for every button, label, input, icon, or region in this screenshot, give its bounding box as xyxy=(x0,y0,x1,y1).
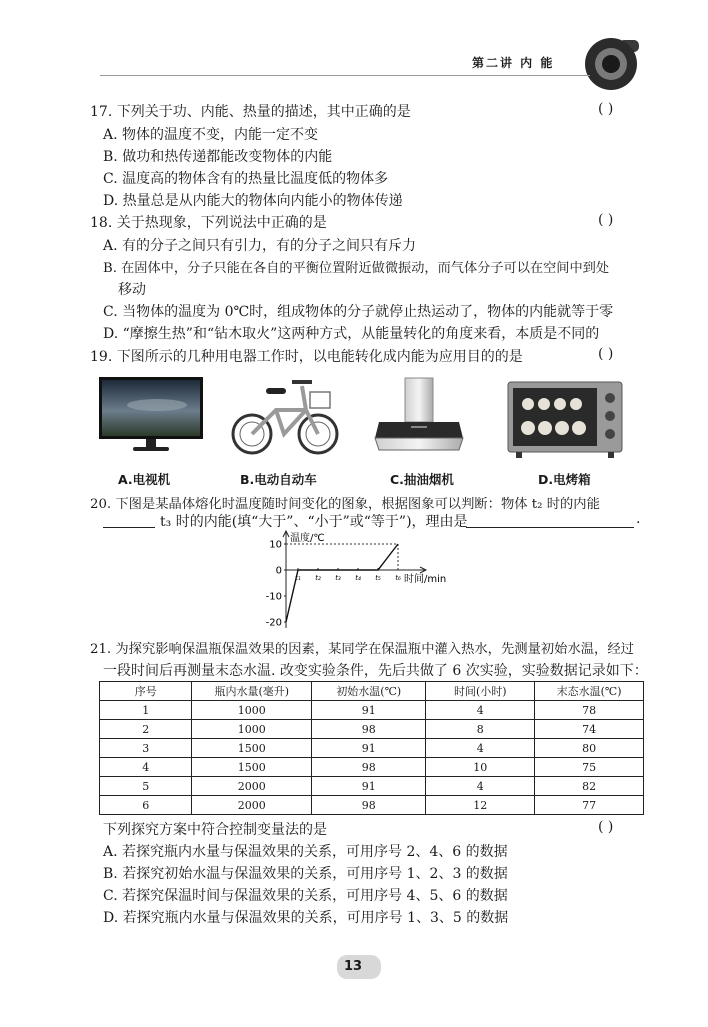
table-header-cell: 时间(小时) xyxy=(426,682,535,701)
table-cell: 2000 xyxy=(192,777,312,796)
table-header-cell: 序号 xyxy=(100,682,192,701)
q21-option-a: A. 若探究瓶内水量与保温效果的关系，可用序号 2、4、6 的数据 xyxy=(103,844,508,860)
x-axis-label: 时间/min xyxy=(404,574,447,585)
tv-image xyxy=(97,375,207,461)
caption-ebike: B.电动自动车 xyxy=(240,472,317,487)
table-cell: 98 xyxy=(312,758,426,777)
table-cell: 1500 xyxy=(192,739,312,758)
y-tick-label: 10 xyxy=(269,539,282,551)
q18-stem: 18. 关于热现象，下列说法中正确的是 xyxy=(90,215,327,231)
q17-option-c: C. 温度高的物体含有的热量比温度低的物体多 xyxy=(103,171,389,187)
experiment-table xyxy=(99,681,644,815)
q19-answer-paren[interactable]: ( ) xyxy=(598,346,614,362)
q20-blank-1[interactable] xyxy=(103,527,155,528)
table-cell: 2000 xyxy=(192,796,312,815)
table-cell: 74 xyxy=(535,720,644,739)
q20-period: . xyxy=(636,511,641,527)
table-cell: 80 xyxy=(535,739,644,758)
table-cell: 91 xyxy=(312,701,426,720)
table-header-cell: 初始水温(℃) xyxy=(312,682,426,701)
table-cell: 1 xyxy=(100,701,192,720)
q18-option-d: D. “摩擦生热”和“钻木取火”这两种方式，从能量转化的角度来看，本质是不同的 xyxy=(103,326,600,342)
q19-stem: 19. 下图所示的几种用电器工作时，以电能转化成内能为应用目的的是 xyxy=(90,349,523,365)
q18-option-a: A. 有的分子之间只有引力，有的分子之间只有斥力 xyxy=(103,238,417,254)
q17-option-a: A. 物体的温度不变，内能一定不变 xyxy=(103,127,319,143)
q18-option-b-cont: 移动 xyxy=(118,282,146,298)
y-tick-label: -20 xyxy=(265,617,282,629)
table-header-row xyxy=(100,682,644,701)
x-tick-label: t₅ xyxy=(375,574,381,582)
table-header-cell: 瓶内水量(毫升) xyxy=(192,682,312,701)
x-tick-label: t₄ xyxy=(355,574,361,582)
table-row xyxy=(100,720,644,739)
q20-blank-2[interactable] xyxy=(466,527,634,528)
table-cell: 4 xyxy=(426,777,535,796)
table-cell: 98 xyxy=(312,720,426,739)
x-tick-label: t₃ xyxy=(335,574,341,582)
melting-chart xyxy=(250,530,480,630)
q21-line1: 21. 为探究影响保温瓶保温效果的因素，某同学在保温瓶中灌入热水，先测量初始水温，经过 xyxy=(90,642,634,657)
table-header-cell: 末态水温(℃) xyxy=(535,682,644,701)
caption-tv: A.电视机 xyxy=(118,472,171,487)
oven-image xyxy=(506,380,624,464)
range-hood-image xyxy=(373,376,465,466)
table-row xyxy=(100,796,644,815)
table-cell: 4 xyxy=(426,739,535,758)
x-tick-label: t₂ xyxy=(315,574,321,582)
x-tick-label: t₆ xyxy=(395,574,401,582)
table-row xyxy=(100,739,644,758)
chapter-disc-icon xyxy=(583,34,643,94)
q18-option-c: C. 当物体的温度为 0℃时，组成物体的分子就停止热运动了，物体的内能就等于零 xyxy=(103,304,614,320)
table-cell: 3 xyxy=(100,739,192,758)
chapter-title: 第二讲 内 能 xyxy=(472,56,555,70)
q18-answer-paren[interactable]: ( ) xyxy=(598,212,614,228)
table-cell: 5 xyxy=(100,777,192,796)
y-tick-label: 0 xyxy=(275,565,282,577)
table-cell: 1000 xyxy=(192,701,312,720)
q21-stem2: 下列探究方案中符合控制变量法的是 xyxy=(103,822,327,838)
table-cell: 8 xyxy=(426,720,535,739)
q21-answer-paren[interactable]: ( ) xyxy=(598,819,614,835)
q21-option-d: D. 若探究瓶内水量与保温效果的关系，可用序号 1、3、5 的数据 xyxy=(103,910,509,926)
q17-answer-paren[interactable]: ( ) xyxy=(598,101,614,117)
table-cell: 98 xyxy=(312,796,426,815)
table-cell: 4 xyxy=(100,758,192,777)
table-row xyxy=(100,701,644,720)
table-cell: 6 xyxy=(100,796,192,815)
caption-hood: C.抽油烟机 xyxy=(390,472,454,487)
q20-line2: t₃ 时的内能(填“大于”、“小于”或“等于”)，理由是 xyxy=(160,514,468,530)
table-cell: 82 xyxy=(535,777,644,796)
q21-option-b: B. 若探究初始水温与保温效果的关系，可用序号 1、2、3 的数据 xyxy=(103,866,508,882)
table-cell: 77 xyxy=(535,796,644,815)
table-cell: 10 xyxy=(426,758,535,777)
q21-line2: 一段时间后再测量末态水温. 改变实验条件，先后共做了 6 次实验，实验数据记录如下： xyxy=(103,663,648,679)
page-number: 13 xyxy=(344,959,363,974)
q17-option-d: D. 热量总是从内能大的物体向内能小的物体传递 xyxy=(103,193,403,209)
ebike-image xyxy=(226,370,344,464)
table-row xyxy=(100,777,644,796)
header-rule xyxy=(100,75,590,76)
q20-line1: 20. 下图是某晶体熔化时温度随时间变化的图象，根据图象可以判断：物体 t₂ 时的内能 xyxy=(90,497,600,512)
table-cell: 78 xyxy=(535,701,644,720)
q17-stem: 17. 下列关于功、内能、热量的描述，其中正确的是 xyxy=(90,104,411,120)
table-cell: 1000 xyxy=(192,720,312,739)
table-cell: 75 xyxy=(535,758,644,777)
caption-oven: D.电烤箱 xyxy=(538,472,591,487)
table-row xyxy=(100,758,644,777)
y-axis-label: 温度/℃ xyxy=(290,533,325,544)
table-cell: 12 xyxy=(426,796,535,815)
table-cell: 91 xyxy=(312,777,426,796)
y-tick-label: -10 xyxy=(265,591,282,603)
table-cell: 4 xyxy=(426,701,535,720)
table-cell: 91 xyxy=(312,739,426,758)
q17-option-b: B. 做功和热传递都能改变物体的内能 xyxy=(103,149,333,165)
x-tick-label: t₁ xyxy=(295,574,301,582)
q21-option-c: C. 若探究保温时间与保温效果的关系，可用序号 4、5、6 的数据 xyxy=(103,888,508,904)
series-line-temperature xyxy=(286,544,398,622)
table-cell: 1500 xyxy=(192,758,312,777)
table-cell: 2 xyxy=(100,720,192,739)
q18-option-b: B. 在固体中，分子只能在各自的平衡位置附近做微振动，而气体分子可以在空间中到处 xyxy=(103,261,610,276)
